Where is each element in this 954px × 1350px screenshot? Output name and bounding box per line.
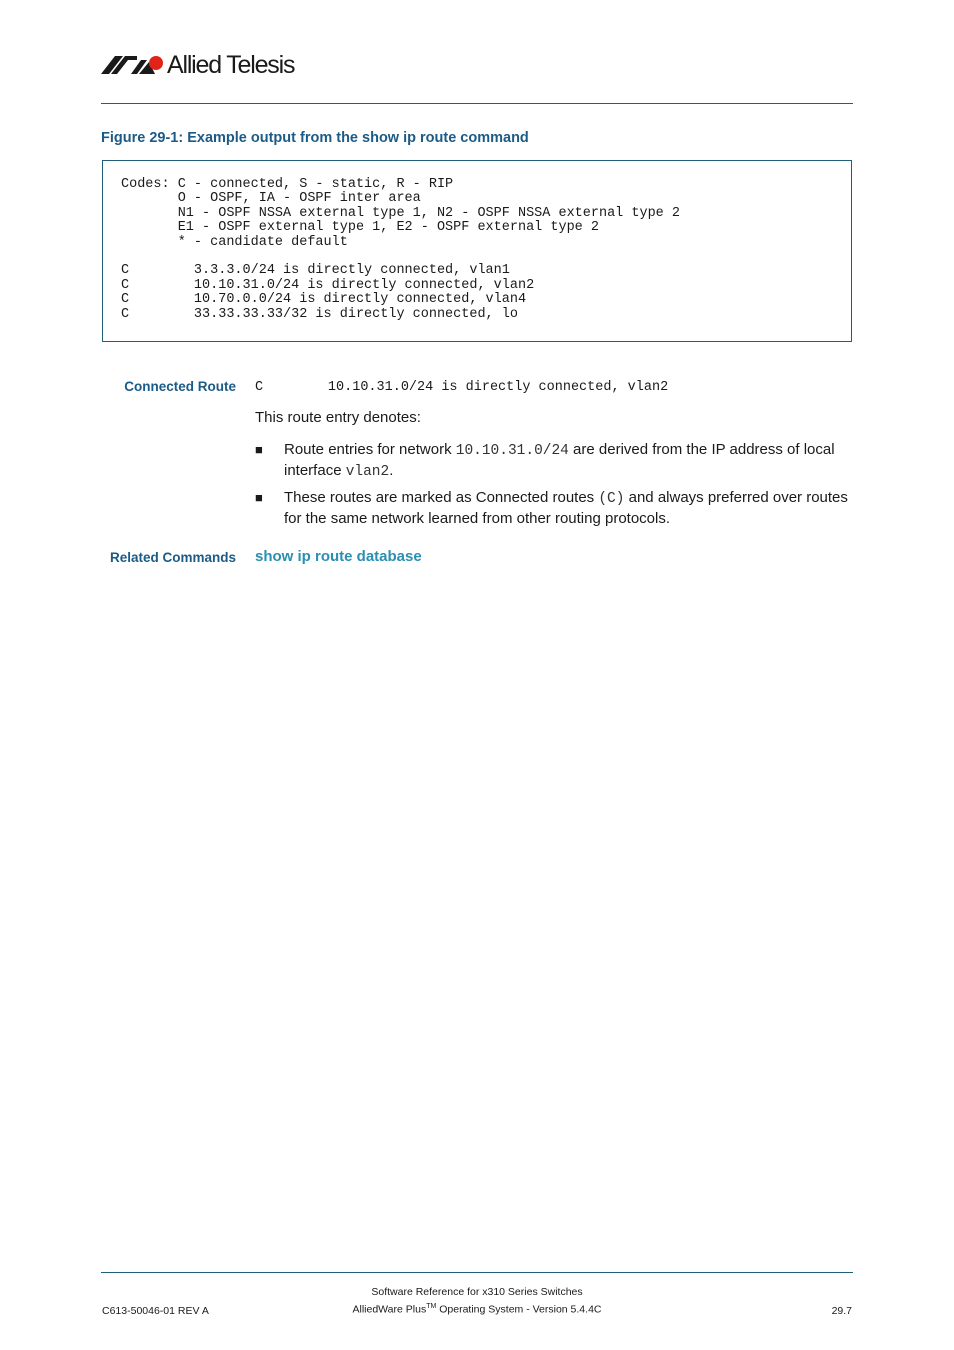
bullet-mark: ■ (255, 442, 263, 457)
code-line: Codes: C - connected, S - static, R - RIP (121, 177, 454, 192)
connected-route-label: Connected Route (124, 379, 236, 394)
doc-id: C613-50046-01 REV A (102, 1305, 209, 1317)
route-example: C 10.10.31.0/24 is directly connected, vlan2 (255, 380, 669, 395)
code-line: C 10.70.0.0/24 is directly connected, vlan4 (121, 292, 527, 308)
route-intro: This route entry denotes: (255, 409, 421, 426)
related-commands-label: Related Commands (109, 550, 236, 565)
bullet-mark: ■ (255, 490, 263, 505)
show-ip-route-database-link[interactable]: show ip route database (255, 548, 422, 565)
code-line: N1 - OSPF NSSA external type 1, N2 - OSPF NSSA external type 2 (177, 205, 680, 221)
bullet-text: Route entries for network 10.10.31.0/24 are derived from the IP address of local interface vlan2. (284, 441, 835, 480)
code-line: O - OSPF, IA - OSPF inter area (177, 191, 421, 207)
footer-title: Software Reference for x310 Series Switches (371, 1286, 583, 1298)
allied-telesis-logo (101, 50, 301, 80)
brand-name: Allied Telesis (167, 51, 295, 79)
page-number: 29.7 (831, 1305, 852, 1317)
logo-mark-icon (101, 50, 167, 80)
code-line: E1 - OSPF external type 1, E2 - OSPF external type 2 (177, 220, 599, 236)
bullet-text: These routes are marked as Connected routes (C) and always preferred over routes for the same network learned from other routing protocols. (284, 489, 848, 527)
code-output-box (102, 160, 852, 342)
footer-os-version: AlliedWare Plus™ Operating System - Version 5.4.4C (352, 1303, 602, 1316)
header-divider (101, 103, 853, 104)
code-line: C 10.10.31.0/24 is directly connected, vlan2 (121, 277, 535, 293)
code-line: C 3.3.3.0/24 is directly connected, vlan1 (121, 263, 510, 279)
code-line: C 33.33.33.33/32 is directly connected, lo (121, 306, 518, 322)
figure-caption: Figure 29-1: Example output from the show ip route command (101, 130, 529, 146)
footer-divider (101, 1272, 853, 1273)
code-output (121, 178, 680, 322)
code-line: * - candidate default (177, 234, 348, 250)
